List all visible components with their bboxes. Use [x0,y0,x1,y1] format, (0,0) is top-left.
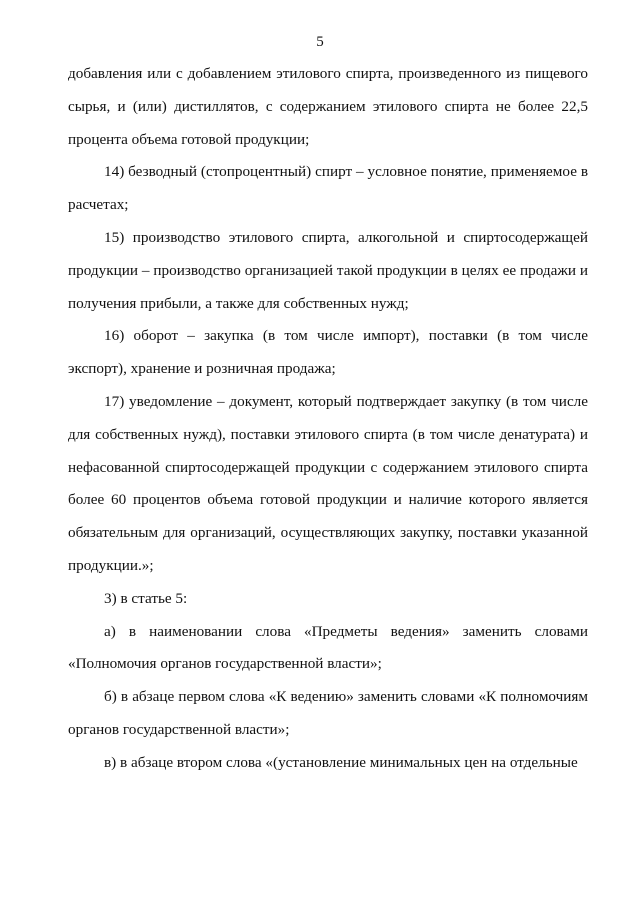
paragraph-article-5: 3) в статье 5: [104,589,188,607]
paragraph-subitem-v: в) в абзаце втором слова «(установление минимальных цен на отдельные [104,753,578,771]
paragraph-subitem-b: б) в абзаце первом слова «К ведению» заменить словами «К полномочиям органов государственной власти»; [68,688,588,738]
paragraph-item-16: 16) оборот – закупка (в том числе импорт), поставки (в том числе экспорт), хранение и розничная продажа; [68,327,588,378]
paragraph-item-14: 14) безводный (стопроцентный) спирт – условное понятие, применяемое в расчетах; [68,163,588,214]
page-number: 5 [316,34,324,50]
document-body [68,58,588,780]
paragraph-continuation: добавления или с добавлением этилового спирта, произведенного из пищевого сырья, и (или) дистиллятов, с содержанием этилового спирта не более 22,5 процента объема готовой продукции; [68,65,588,148]
paragraph-item-15: 15) производство этилового спирта, алкогольной и спиртосодержащей продукции – производство организацией такой продукции в целях ее продажи и получения прибыли, а также для собственных нужд; [68,228,588,312]
paragraph-subitem-a: а) в наименовании слова «Предметы ведения» заменить словами «Полномочия органов государственной власти»; [68,622,588,673]
paragraph-item-17: 17) уведомление – документ, который подтверждает закупку (в том числе для собственных нужд), поставки этилового спирта (в том числе денатурата) и нефасованной спиртосодержащей продукции с содержанием этилового спирта более 60 процентов объема готовой продукции и наличие которого является обязательным для организаций, осуществляющих закупку, поставки указанной продукции.»; [68,392,588,574]
